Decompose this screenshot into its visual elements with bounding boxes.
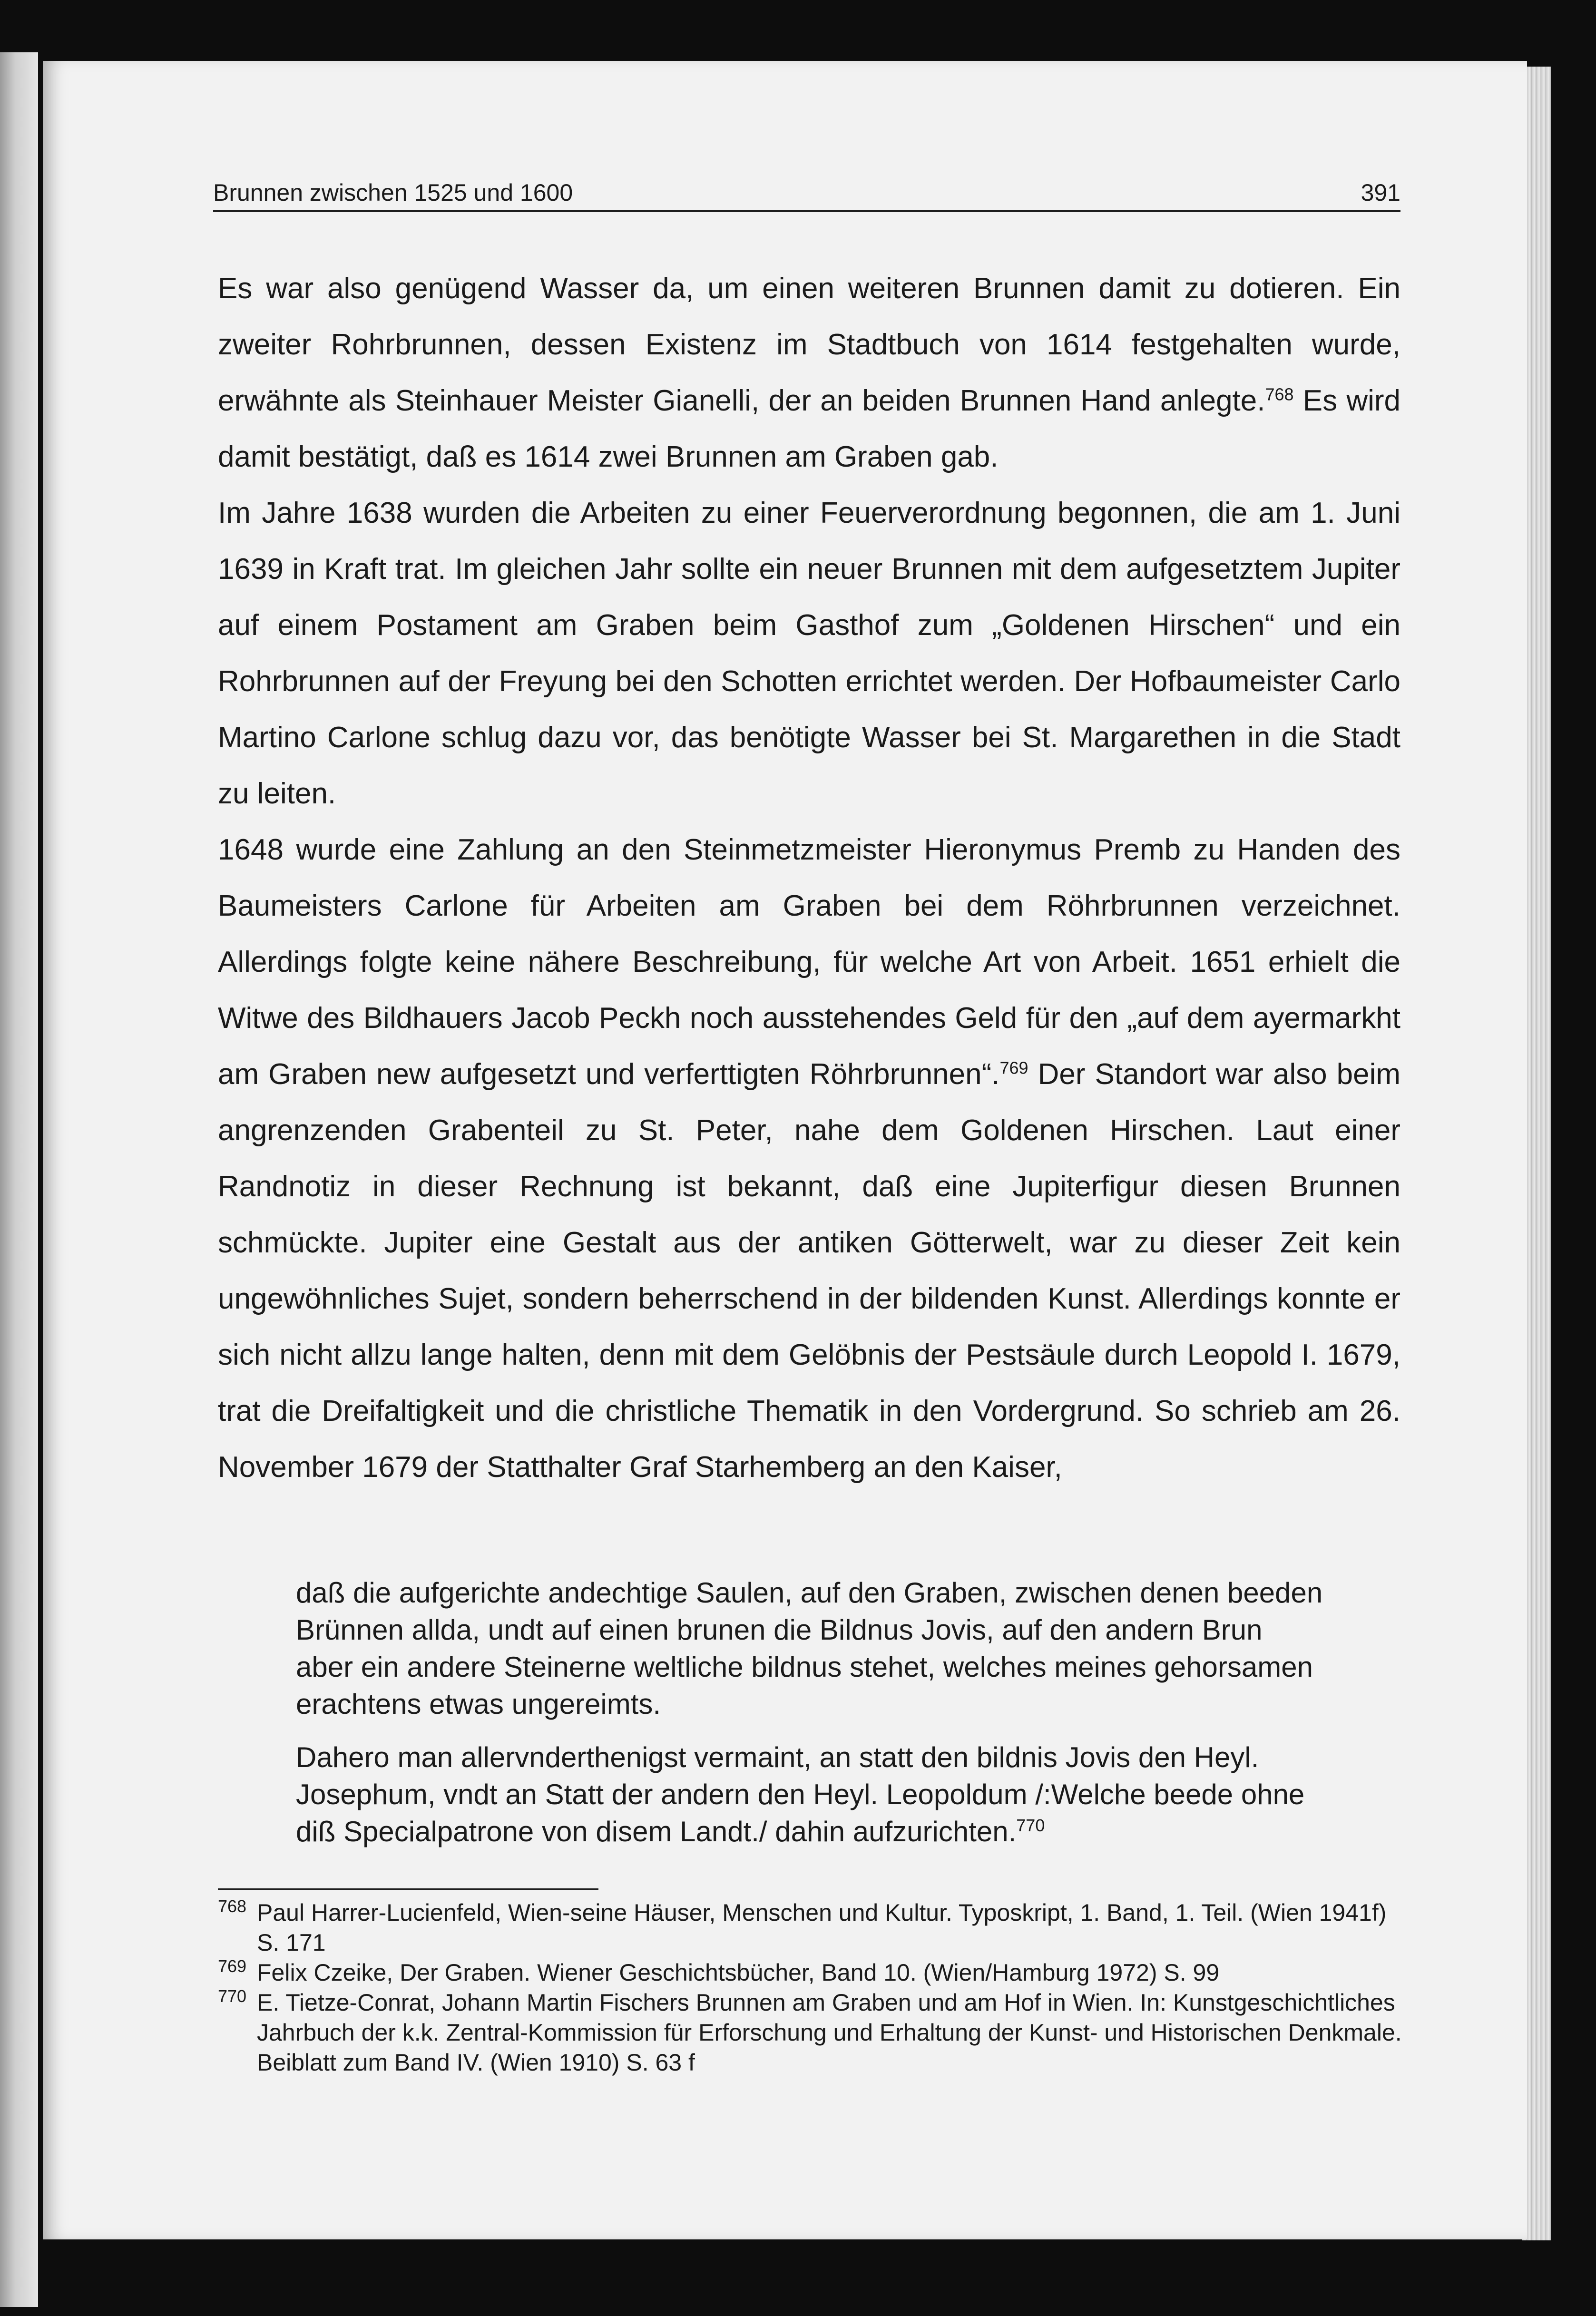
footnote-number: 768 xyxy=(218,1896,247,1916)
footnotes xyxy=(218,1898,1407,2078)
block-quote xyxy=(296,1574,1323,1866)
footnote-ref-769: 769 xyxy=(999,1058,1028,1078)
footnote xyxy=(218,1898,1407,1958)
footnote-number: 770 xyxy=(218,1986,247,2006)
quote-paragraph-2 xyxy=(296,1739,1323,1850)
quote-paragraph-1: daß die aufgerichte andechtige Saulen, auf den Graben, zwischen denen beeden Brünnen allda, undt auf einen brunen die Bildnus Jovis, auf den andern Brun aber ein andere Steinerne weltliche bildnus stehet, welches meines gehorsamen erachtens etwas ungereimts. xyxy=(296,1577,1323,1720)
paragraph-1 xyxy=(218,261,1400,485)
paragraph-2: Im Jahre 1638 wurden die Arbeiten zu einer Feuerverordnung begonnen, die am 1. Juni 1639 in Kraft trat. Im gleichen Jahr sollte ein neuer Brunnen mit dem aufgesetztem Jupiter auf einem Postament am Graben beim Gasthof zum „Goldenen Hirschen“ und ein Rohrbrunnen auf der Freyung bei den Schotten errichtet werden. Der Hofbaumeister Carlo Martino Carlone schlug dazu vor, das benötigte Wasser bei St. Margarethen in die Stadt zu leiten. xyxy=(218,497,1400,810)
footnote-ref-770: 770 xyxy=(1016,1816,1045,1835)
footnote-text: Paul Harrer-Lucienfeld, Wien-seine Häuser, Menschen und Kultur. Typoskript, 1. Band, 1. Teil. (Wien 1941f) S. 171 xyxy=(257,1899,1387,1956)
quote-paragraph-2-text: Dahero man allervnderthenigst vermaint, an statt den bildnis Jovis den Heyl. Josephum, vndt an Statt der andern den Heyl. Leopoldum /:Welche beede ohne diß Specialpatrone von disem Landt./ dahin aufzurichten. xyxy=(296,1741,1305,1847)
paragraph-1-text-cont: Es wird damit bestätigt, daß es 1614 zwei Brunnen am Graben gab. xyxy=(218,384,1400,473)
footnote-text: Felix Czeike, Der Graben. Wiener Geschichtsbücher, Band 10. (Wien/Hamburg 1972) S. 99 xyxy=(257,1959,1220,1986)
footnote-number: 769 xyxy=(218,1956,247,1976)
paragraph-3 xyxy=(218,822,1400,1495)
footnote xyxy=(218,1958,1407,1988)
footnote-text: E. Tietze-Conrat, Johann Martin Fischers Brunnen am Graben und am Hof in Wien. In: Kunstgeschichtliches Jahrbuch der k.k. Zentral-Kommission für Erforschung und Erhaltung der Kunst- und Historischen Denkmale. Beiblatt zum Band IV. (Wien 1910) S. 63 f xyxy=(257,1989,1402,2076)
left-page-edge xyxy=(0,52,38,2307)
footnote-ref-768: 768 xyxy=(1265,384,1294,404)
paragraph-1-text: Es war also genügend Wasser da, um einen weiteren Brunnen damit zu dotieren. Ein zweiter Rohrbrunnen, dessen Existenz im Stadtbuch von 1614 festgehalten wurde, erwähnte als Steinhauer Meister Gianelli, der an beiden Brunnen Hand anlegte. xyxy=(218,272,1400,417)
footnote-divider xyxy=(218,1888,598,1890)
body-text xyxy=(218,261,1400,1495)
page-header xyxy=(213,177,1400,212)
footnote xyxy=(218,1988,1407,2078)
paragraph-3-text-cont: Der Standort war also beim angrenzenden Grabenteil zu St. Peter, nahe dem Goldenen Hirschen. Laut einer Randnotiz in dieser Rechnung ist bekannt, daß eine Jupiterfigur diesen Brunnen schmückte. Jupiter eine Gestalt aus der antiken Götterwelt, war zu dieser Zeit kein ungewöhnliches Sujet, sondern beherrschend in der bildenden Kunst. Allerdings konnte er sich nicht allzu lange halten, denn mit dem Gelöbnis der Pestsäule durch Leopold I. 1679, trat die Dreifaltigkeit und die christliche Thematik in den Vordergrund. So schrieb am 26. November 1679 der Statthalter Graf Starhemberg an den Kaiser, xyxy=(218,1058,1400,1484)
running-title: Brunnen zwischen 1525 und 1600 xyxy=(213,179,573,206)
paragraph-3-text: 1648 wurde eine Zahlung an den Steinmetzmeister Hieronymus Premb zu Handen des Baumeisters Carlone für Arbeiten am Graben bei dem Röhrbrunnen verzeichnet. Allerdings folgte keine nähere Beschreibung, für welche Art von Arbeit. 1651 erhielt die Witwe des Bildhauers Jacob Peckh noch ausstehendes Geld für den „auf dem ayermarkht am Graben new aufgesetzt und verferttigten Röhrbrunnen“. xyxy=(218,833,1400,1091)
page-number: 391 xyxy=(1361,179,1400,206)
